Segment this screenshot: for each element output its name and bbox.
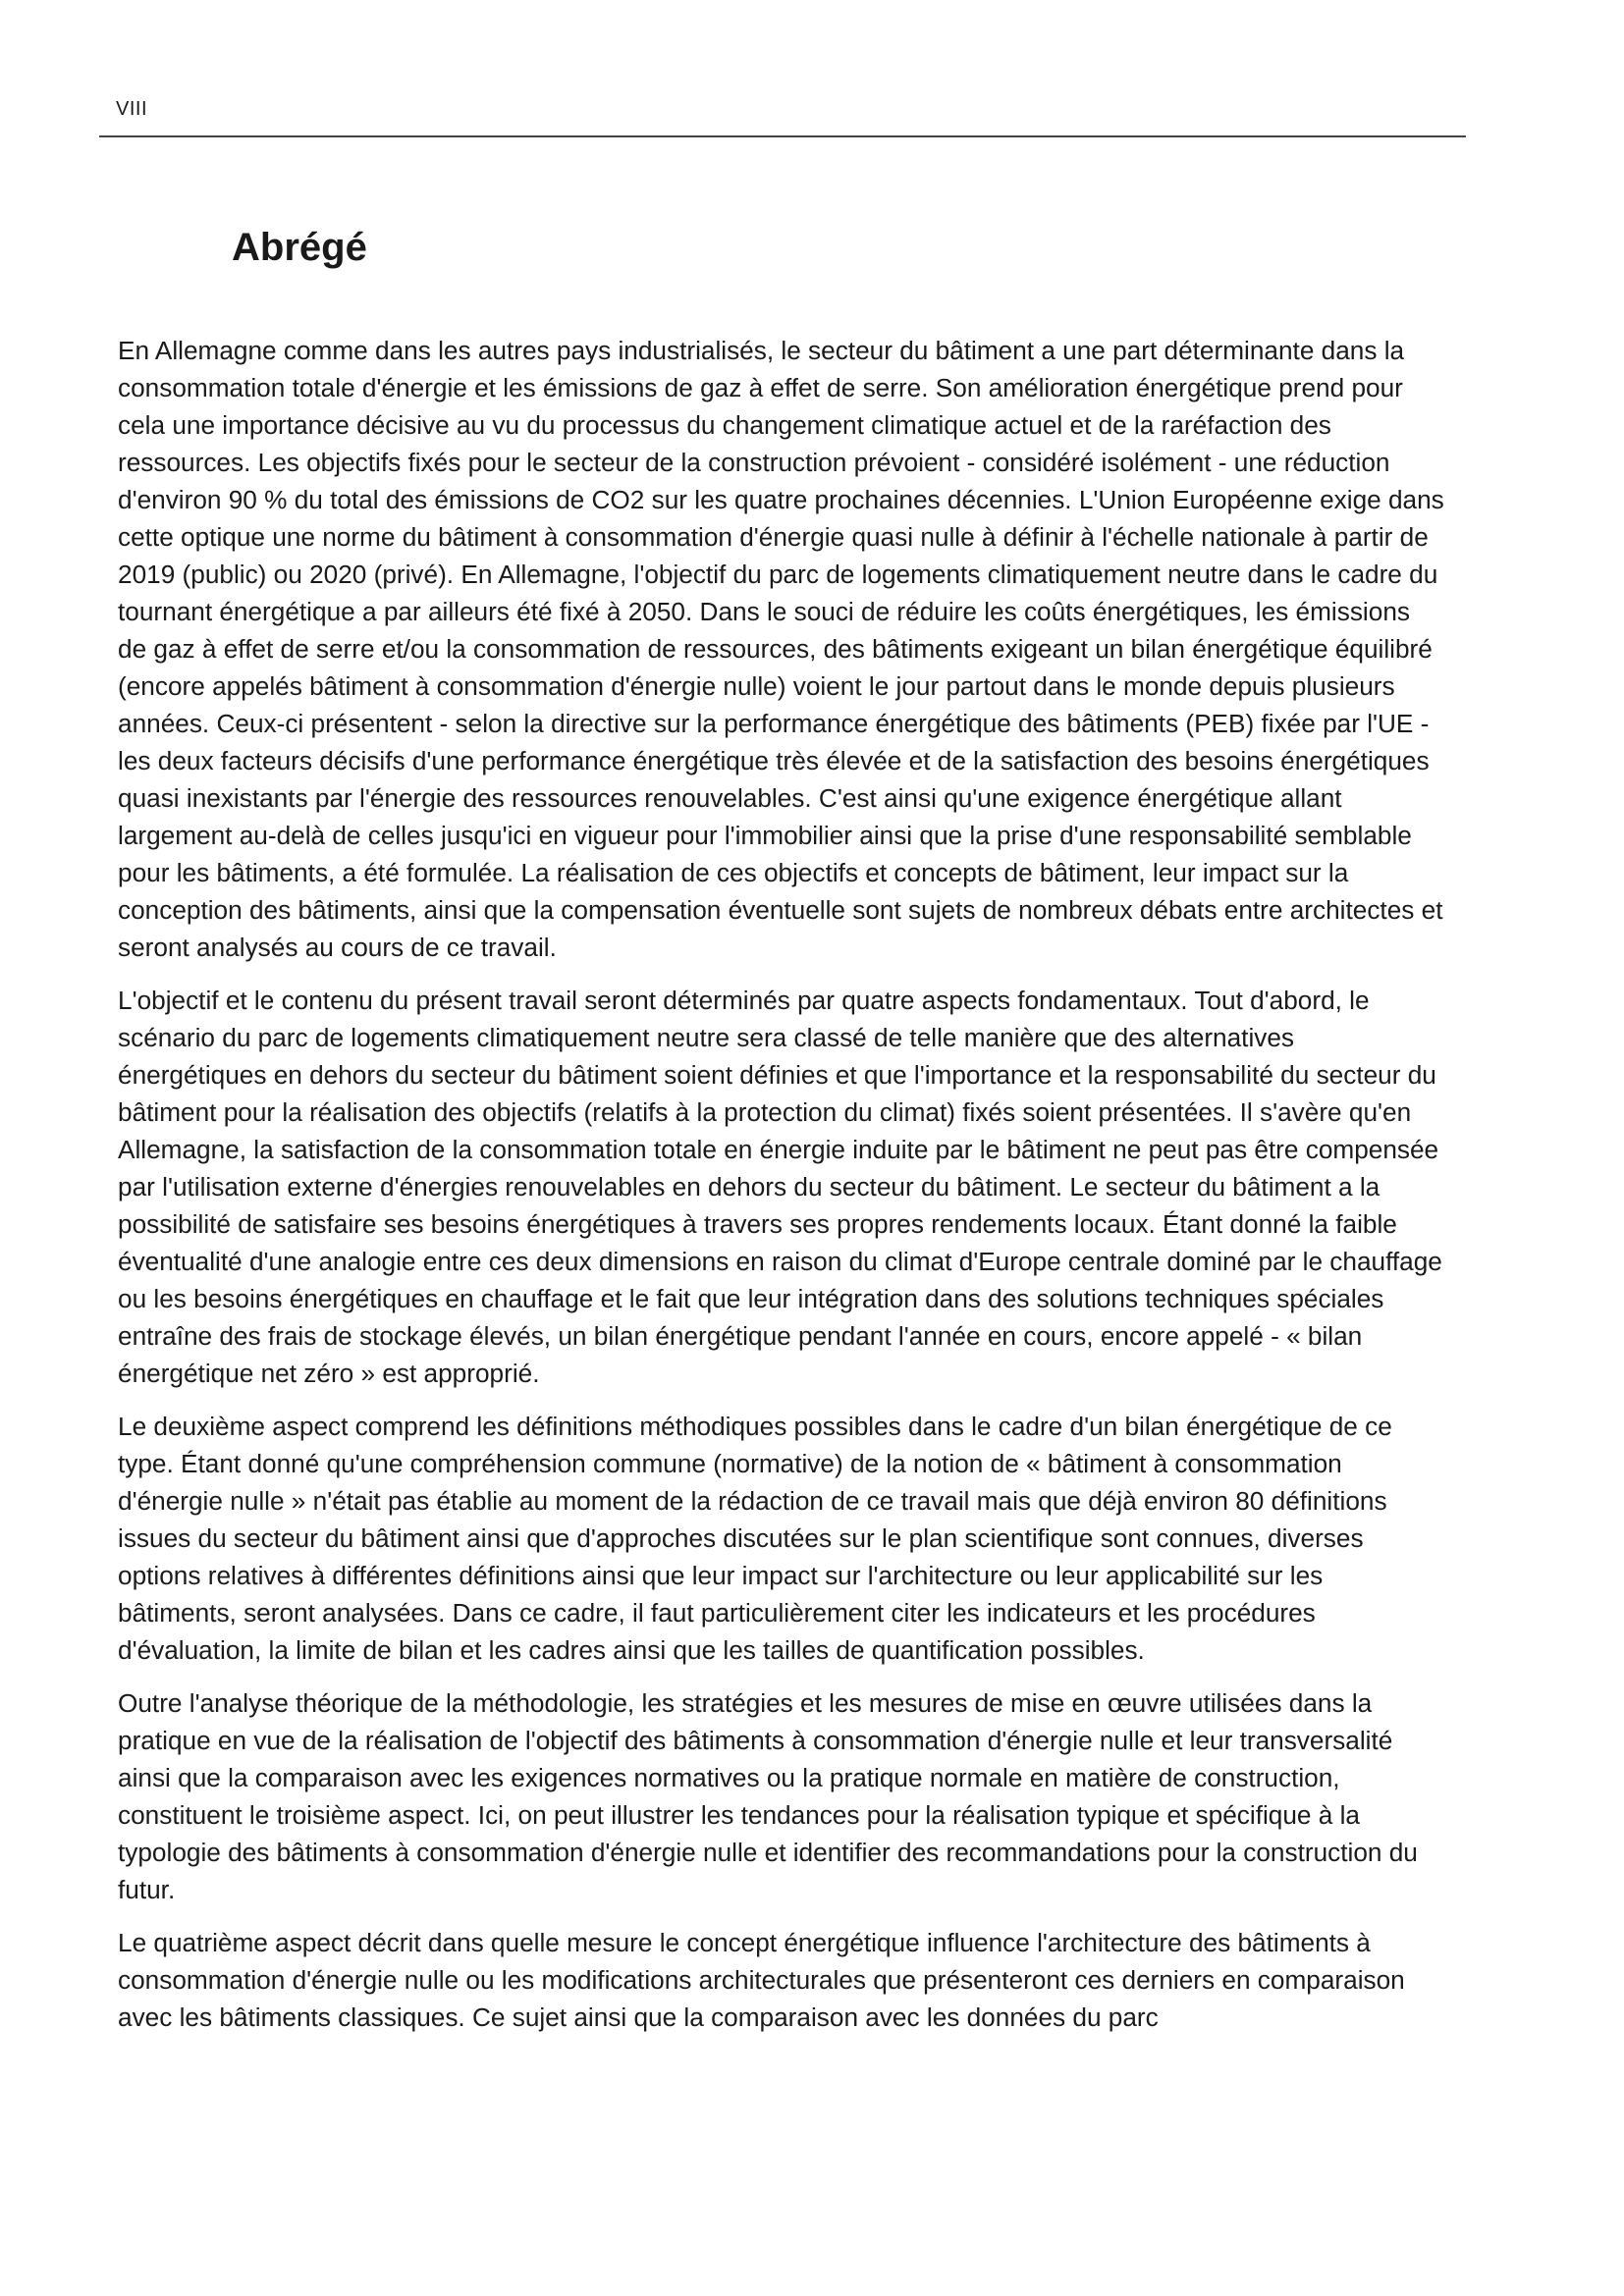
section-title: Abrégé	[232, 226, 367, 269]
page-number-label: VIII	[116, 98, 148, 120]
body-text	[118, 332, 1445, 2052]
paragraph-3: Le deuxième aspect comprend les définitions méthodiques possibles dans le cadre d'un bilan énergétique de ce type. Étant donné qu'une compréhension commune (normative) de la notion de « bâtiment à consommation d'énergie nulle » n'était pas établie au moment de la rédaction de ce travail mais que déjà environ 80 définitions issues du secteur du bâtiment ainsi que d'approches discutées sur le plan scientifique sont connues, diverses options relatives à différentes définitions ainsi que leur impact sur l'architecture ou leur applicabilité sur les bâtiments, seront analysées. Dans ce cadre, il faut particulièrement citer les indicateurs et les procédures d'évaluation, la limite de bilan et les cadres ainsi que les tailles de quantification possibles.	[118, 1412, 1392, 1665]
paragraph-5: Le quatrième aspect décrit dans quelle mesure le concept énergétique influence l'architecture des bâtiments à consommation d'énergie nulle ou les modifications architecturales que présenteront ces derniers en comparaison avec les bâtiments classiques. Ce sujet ainsi que la comparaison avec les données du parc	[118, 1928, 1405, 2032]
header-divider	[99, 135, 1466, 137]
paragraph-1: En Allemagne comme dans les autres pays industrialisés, le secteur du bâtiment a une part déterminante dans la consommation totale d'énergie et les émissions de gaz à effet de serre. Son amélioration énergétique prend pour cela une importance décisive au vu du processus du changement climatique actuel et de la raréfaction des ressources. Les objectifs fixés pour le secteur de la construction prévoient - considéré isolément - une réduction d'environ 90 % du total des émissions de CO2 sur les quatre prochaines décennies. L'Union Européenne exige dans cette optique une norme du bâtiment à consommation d'énergie quasi nulle à définir à l'échelle nationale à partir de 2019 (public) ou 2020 (privé). En Allemagne, l'objectif du parc de logements climatiquement neutre dans le cadre du tournant énergétique a par ailleurs été fixé à 2050. Dans le souci de réduire les coûts énergétiques, les émissions de gaz à effet de serre et/ou la consommation de ressources, des bâtiments exigeant un bilan énergétique équilibré (encore appelés bâtiment à consommation d'énergie nulle) voient le jour partout dans le monde depuis plusieurs années. Ceux-ci présentent - selon la directive sur la performance énergétique des bâtiments (PEB) fixée par l'UE - les deux facteurs décisifs d'une performance énergétique très élevée et de la satisfaction des besoins énergétiques quasi inexistants par l'énergie des ressources renouvelables. C'est ainsi qu'une exigence énergétique allant largement au-delà de celles jusqu'ici en vigueur pour l'immobilier ainsi que la prise d'une responsabilité semblable pour les bâtiments, a été formulée. La réalisation de ces objectifs et concepts de bâtiment, leur impact sur la conception des bâtiments, ainsi que la compensation éventuelle sont sujets de nombreux débats entre architectes et seront analysés au cours de ce travail.	[118, 336, 1444, 962]
paragraph-2: L'objectif et le contenu du présent travail seront déterminés par quatre aspects fondamentaux. Tout d'abord, le scénario du parc de logements climatiquement neutre sera classé de telle manière que des alternatives énergétiques en dehors du secteur du bâtiment soient définies et que l'importance et la responsabilité du secteur du bâtiment pour la réalisation des objectifs (relatifs à la protection du climat) fixés soient présentées. Il s'avère qu'en Allemagne, la satisfaction de la consommation totale en énergie induite par le bâtiment ne peut pas être compensée par l'utilisation externe d'énergies renouvelables en dehors du secteur du bâtiment. Le secteur du bâtiment a la possibilité de satisfaire ses besoins énergétiques à travers ses propres rendements locaux. Étant donné la faible éventualité d'une analogie entre ces deux dimensions en raison du climat d'Europe centrale dominé par le chauffage ou les besoins énergétiques en chauffage et le fait que leur intégration dans des solutions techniques spéciales entraîne des frais de stockage élevés, un bilan énergétique pendant l'année en cours, encore appelé - « bilan énergétique net zéro » est approprié.	[118, 986, 1442, 1388]
paragraph-4: Outre l'analyse théorique de la méthodologie, les stratégies et les mesures de mise en œuvre utilisées dans la pratique en vue de la réalisation de l'objectif des bâtiments à consommation d'énergie nulle et leur transversalité ainsi que la comparaison avec les exigences normatives ou la pratique normale en matière de construction, constituent le troisième aspect. Ici, on peut illustrer les tendances pour la réalisation typique et spécifique à la typologie des bâtiments à consommation d'énergie nulle et identifier des recommandations pour la construction du futur.	[118, 1688, 1418, 1904]
